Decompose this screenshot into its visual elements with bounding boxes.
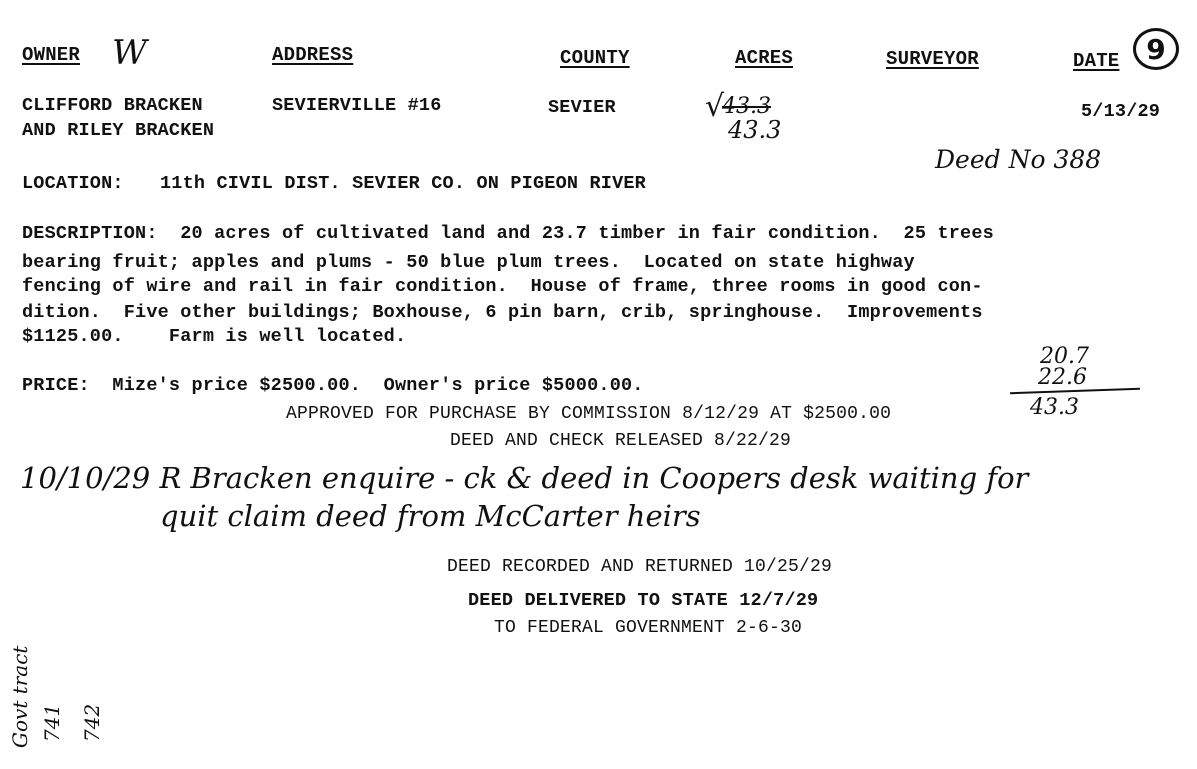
owner-line-2: AND RILEY BRACKEN <box>22 120 215 141</box>
approved-line: APPROVED FOR PURCHASE BY COMMISSION 8/12/29 AT $2500.00 <box>286 404 892 424</box>
price-line: PRICE: Mize's price $2500.00. Owner's price $5000.00. <box>22 375 644 396</box>
deed-delivered-line: DEED DELIVERED TO STATE 12/7/29 <box>468 590 819 611</box>
margin-note-govt-tract: Govt tract <box>8 645 32 748</box>
acres-struck-value: 43.3 <box>722 94 771 119</box>
deed-check-released-line: DEED AND CHECK RELEASED 8/22/29 <box>450 431 792 451</box>
description-line: bearing fruit; apples and plums - 50 blue plum trees. Located on state highway <box>22 252 915 273</box>
description-line: DESCRIPTION: 20 acres of cultivated land and 23.7 timber in fair condition. 25 trees <box>22 223 994 244</box>
calc-value-b: 22.6 <box>1038 365 1087 390</box>
deed-number: Deed No 388 <box>935 145 1102 174</box>
county-value: SEVIER <box>548 97 616 118</box>
margin-note-tract-742: 742 <box>80 703 104 742</box>
description-line: dition. Five other buildings; Boxhouse, 6 pin barn, crib, springhouse. Improvements <box>22 302 983 323</box>
description-line: fencing of wire and rail in fair condition. House of frame, three rooms in good con- <box>22 276 983 297</box>
owner-line-1: CLIFFORD BRACKEN <box>22 95 203 116</box>
owner-handwritten-mark: W <box>112 33 147 73</box>
county-header: COUNTY <box>560 47 630 69</box>
location-value: 11th CIVIL DIST. SEVIER CO. ON PIGEON RIVER <box>160 173 646 194</box>
acres-check-mark: √ <box>705 89 725 124</box>
date-value: 5/13/29 <box>1081 101 1161 122</box>
surveyor-header: SURVEYOR <box>886 48 979 70</box>
card-number-circle: 9 <box>1133 28 1179 70</box>
handwritten-note-line-1: 10/10/29 R Bracken enquire - ck & deed in Coopers desk waiting for <box>20 461 1029 495</box>
calc-value-a: 20.7 <box>1040 344 1089 369</box>
acres-corrected-value: 43.3 <box>728 116 782 144</box>
address-header: ADDRESS <box>272 44 354 66</box>
acres-header: ACRES <box>735 47 794 69</box>
owner-header: OWNER <box>22 44 81 66</box>
address-value: SEVIERVILLE #16 <box>272 95 442 116</box>
deed-recorded-line: DEED RECORDED AND RETURNED 10/25/29 <box>447 557 833 577</box>
date-header: DATE <box>1073 50 1120 72</box>
location-label: LOCATION: <box>22 173 124 194</box>
margin-note-tract-741: 741 <box>40 703 64 742</box>
description-line: $1125.00. Farm is well located. <box>22 326 407 347</box>
federal-government-line: TO FEDERAL GOVERNMENT 2-6-30 <box>494 618 803 638</box>
handwritten-note-line-2: quit claim deed from McCarter heirs <box>160 499 701 533</box>
calc-total: 43.3 <box>1030 395 1079 420</box>
